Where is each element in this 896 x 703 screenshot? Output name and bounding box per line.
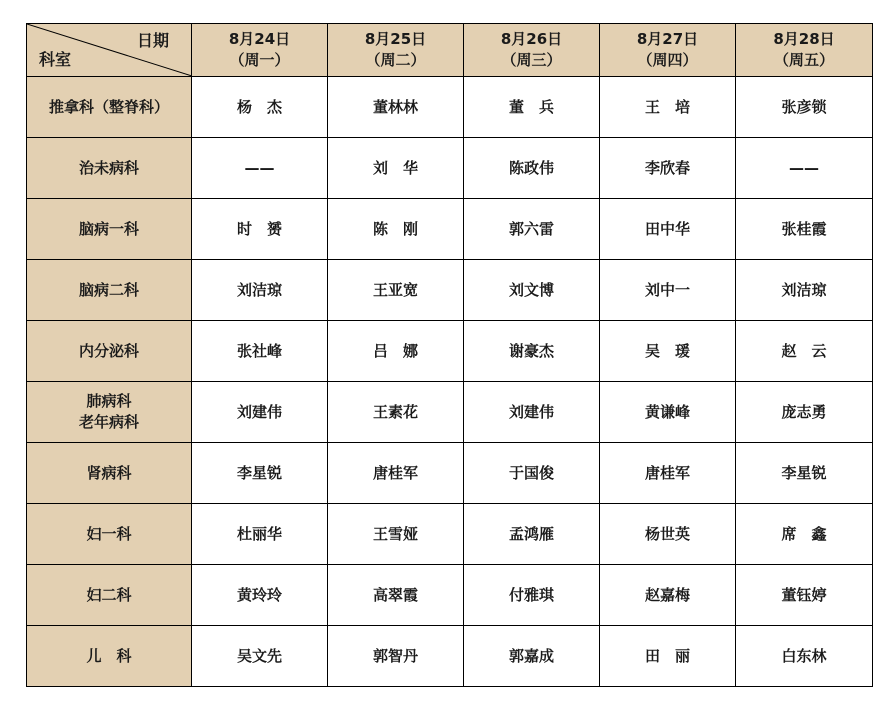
date-label: 8月25日 (364, 30, 427, 48)
department-cell (27, 504, 192, 565)
doctor-name-cell: 杨世英 (600, 504, 736, 565)
doctor-name-cell: 吴文先 (192, 626, 328, 687)
department-name: 推拿科（整脊科） (48, 97, 169, 116)
department-cell (27, 626, 192, 687)
doctor-name-cell: 李星锐 (192, 443, 328, 504)
doctor-name-cell: 赵 云 (736, 321, 873, 382)
doctor-name-cell: 付雅琪 (464, 565, 600, 626)
doctor-name-cell: 陈 刚 (328, 199, 464, 260)
doctor-name-cell: 董钰婷 (736, 565, 873, 626)
doctor-name-cell: —— (736, 138, 873, 199)
doctor-name-cell: 唐桂军 (328, 443, 464, 504)
table-row (27, 321, 873, 382)
doctor-name-cell: 郭六雷 (464, 199, 600, 260)
department-name: 肺病科 (86, 392, 132, 410)
doctor-name-cell: 董 兵 (464, 77, 600, 138)
doctor-name-cell: 王雪娅 (328, 504, 464, 565)
doctor-name-cell: 黄谦峰 (600, 382, 736, 443)
doctor-name-cell: 郭嘉成 (464, 626, 600, 687)
weekday-label: （周一） (229, 51, 290, 69)
doctor-name-cell: 王亚宽 (328, 260, 464, 321)
corner-header-cell (27, 24, 192, 77)
doctor-name-cell: 田中华 (600, 199, 736, 260)
doctor-name-cell: 刘洁琼 (192, 260, 328, 321)
date-label: 8月27日 (636, 30, 699, 48)
date-header-cell (192, 24, 328, 77)
doctor-name-cell: 黄玲玲 (192, 565, 328, 626)
doctor-name-cell: 吕 娜 (328, 321, 464, 382)
doctor-name-cell: 刘中一 (600, 260, 736, 321)
duty-schedule-table (26, 23, 873, 687)
corner-dept-label: 科室 (39, 50, 72, 69)
doctor-name-cell: —— (192, 138, 328, 199)
date-header-cell (328, 24, 464, 77)
department-name: 脑病一科 (78, 219, 139, 238)
department-name: 妇一科 (86, 524, 132, 543)
header-row (27, 24, 873, 77)
table-row (27, 77, 873, 138)
date-label: 8月28日 (773, 30, 835, 48)
table-row (27, 504, 873, 565)
department-name: 老年病科 (78, 413, 139, 431)
doctor-name-cell: 郭智丹 (328, 626, 464, 687)
doctor-name-cell: 李欣春 (600, 138, 736, 199)
department-cell (27, 565, 192, 626)
table-row (27, 626, 873, 687)
department-cell (27, 138, 192, 199)
doctor-name-cell: 董林林 (328, 77, 464, 138)
department-cell (27, 260, 192, 321)
corner-date-label: 日期 (136, 31, 169, 50)
date-header-cell (464, 24, 600, 77)
table-row (27, 443, 873, 504)
doctor-name-cell: 杨 杰 (192, 77, 328, 138)
doctor-name-cell: 杜丽华 (192, 504, 328, 565)
department-name: 内分泌科 (78, 341, 139, 360)
doctor-name-cell: 李星锐 (736, 443, 873, 504)
doctor-name-cell: 白东林 (736, 626, 873, 687)
doctor-name-cell: 庞志勇 (736, 382, 873, 443)
department-name: 妇二科 (86, 585, 132, 604)
doctor-name-cell: 谢豪杰 (464, 321, 600, 382)
department-cell (27, 443, 192, 504)
date-header-cell (736, 24, 873, 77)
doctor-name-cell: 张桂霞 (736, 199, 873, 260)
doctor-name-cell: 刘建伟 (464, 382, 600, 443)
weekday-label: （周二） (365, 51, 426, 69)
table-row (27, 199, 873, 260)
table-row (27, 138, 873, 199)
date-label: 8月26日 (500, 30, 563, 48)
department-cell (27, 382, 192, 443)
table-row (27, 260, 873, 321)
doctor-name-cell: 张社峰 (192, 321, 328, 382)
department-name: 脑病二科 (78, 280, 139, 299)
doctor-name-cell: 刘 华 (328, 138, 464, 199)
department-name: 儿 科 (86, 646, 132, 665)
date-label: 8月24日 (228, 30, 291, 48)
doctor-name-cell: 刘文博 (464, 260, 600, 321)
department-name: 治未病科 (78, 158, 139, 177)
department-cell (27, 321, 192, 382)
doctor-name-cell: 席 鑫 (736, 504, 873, 565)
department-cell (27, 199, 192, 260)
table-row (27, 382, 873, 443)
doctor-name-cell: 刘洁琼 (736, 260, 873, 321)
date-header-cell (600, 24, 736, 77)
doctor-name-cell: 刘建伟 (192, 382, 328, 443)
department-name: 肾病科 (86, 463, 132, 482)
weekday-label: （周三） (501, 51, 562, 69)
doctor-name-cell: 赵嘉梅 (600, 565, 736, 626)
weekday-label: （周五） (773, 51, 834, 69)
doctor-name-cell: 吴 瑗 (600, 321, 736, 382)
doctor-name-cell: 张彦锁 (736, 77, 873, 138)
doctor-name-cell: 于国俊 (464, 443, 600, 504)
doctor-name-cell: 王 培 (600, 77, 736, 138)
doctor-name-cell: 高翠霞 (328, 565, 464, 626)
department-cell (27, 77, 192, 138)
doctor-name-cell: 孟鸿雁 (464, 504, 600, 565)
doctor-name-cell: 王素花 (328, 382, 464, 443)
doctor-name-cell: 唐桂军 (600, 443, 736, 504)
doctor-name-cell: 陈政伟 (464, 138, 600, 199)
weekday-label: （周四） (637, 51, 698, 69)
doctor-name-cell: 田 丽 (600, 626, 736, 687)
doctor-name-cell: 时 赟 (192, 199, 328, 260)
table-row (27, 565, 873, 626)
